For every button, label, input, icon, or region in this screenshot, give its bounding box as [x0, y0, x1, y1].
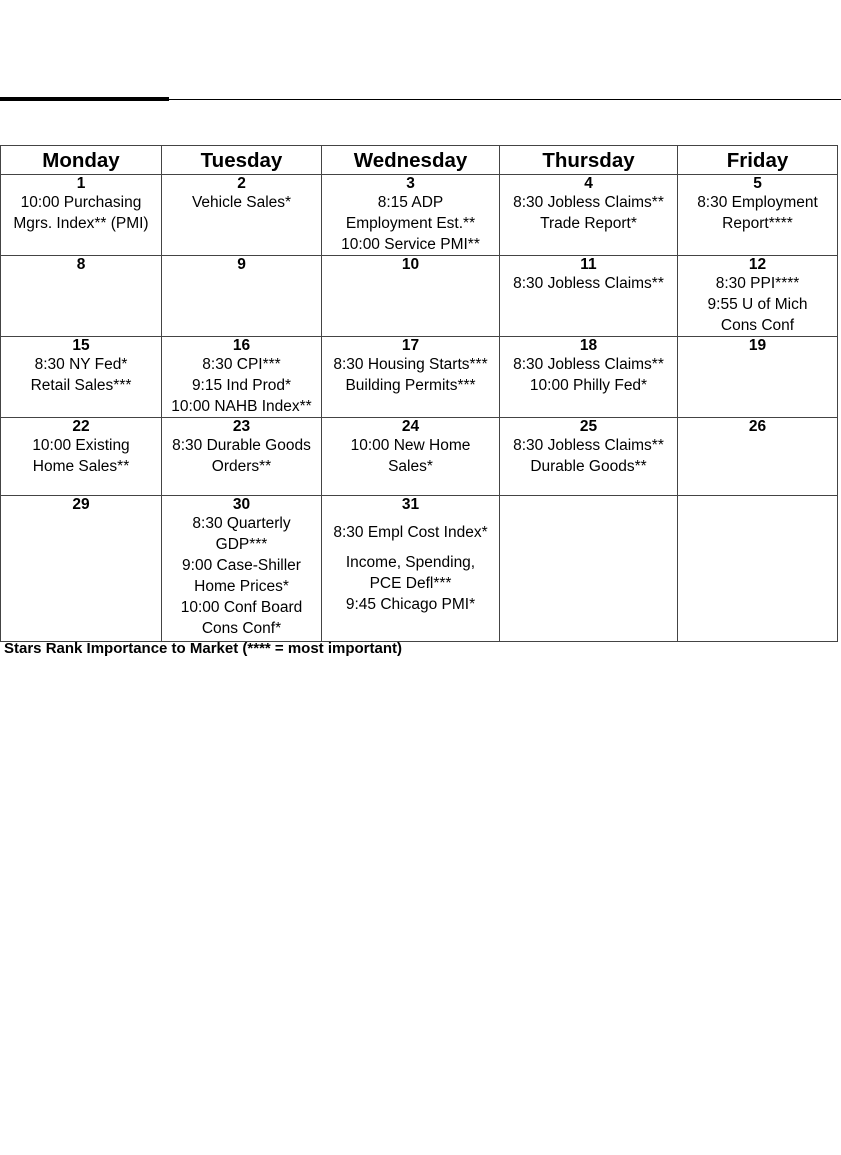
event-line: 8:30 Durable Goods [172, 437, 311, 454]
day-cell-wednesday [322, 175, 500, 256]
week-row [1, 175, 838, 256]
day-number: 10 [401, 256, 420, 273]
event-line: Orders** [211, 458, 272, 475]
event-line: Cons Conf* [201, 620, 282, 637]
event-line: 10:00 Purchasing [20, 194, 142, 211]
day-cell-thursday [500, 337, 678, 418]
day-number: 8 [76, 256, 86, 273]
event-line: Mgrs. Index** (PMI) [13, 215, 149, 232]
day-cell-wednesday [322, 256, 500, 337]
footnote: Stars Rank Importance to Market (**** = most important) [4, 640, 403, 657]
event-line: 8:30 CPI*** [202, 356, 281, 373]
day-number: 16 [232, 337, 251, 354]
day-number: 2 [237, 175, 246, 192]
day-cell-tuesday [162, 256, 322, 337]
day-number: 5 [753, 175, 762, 192]
event-line: 10:00 Philly Fed* [529, 377, 648, 394]
event-line: 10:00 Service PMI** [341, 236, 480, 253]
week-row [1, 256, 838, 337]
day-cell-tuesday [162, 175, 322, 256]
event-line: Vehicle Sales* [191, 194, 292, 211]
event-line: 8:30 Jobless Claims** [513, 194, 664, 211]
event-line: Cons Conf [720, 317, 795, 334]
day-number: 4 [584, 175, 593, 192]
event-line: 9:45 Chicago PMI* [345, 596, 476, 613]
day-cell-monday [1, 496, 162, 642]
header-monday: Monday [1, 146, 162, 175]
event-line: 9:55 U of Mich [707, 296, 808, 313]
day-number: 23 [232, 418, 251, 435]
event-line: 10:00 Conf Board [180, 599, 303, 616]
event-line: 8:30 Jobless Claims** [513, 275, 664, 292]
day-cell-tuesday [162, 496, 322, 642]
economic-calendar-table [0, 145, 838, 642]
event-line: 9:00 Case-Shiller [182, 557, 301, 574]
day-cell-monday [1, 418, 162, 496]
day-cell-wednesday [322, 418, 500, 496]
day-number: 3 [406, 175, 415, 192]
header-rule-thin [169, 99, 841, 100]
week-row [1, 418, 838, 496]
day-cell-thursday [500, 256, 678, 337]
event-line: 8:30 NY Fed* [34, 356, 128, 373]
day-cell-thursday [500, 418, 678, 496]
day-number: 31 [401, 496, 420, 513]
day-number: 22 [72, 418, 90, 435]
event-line: Employment Est.** [345, 215, 476, 232]
event-line: Building Permits*** [345, 377, 476, 394]
header-tuesday: Tuesday [162, 146, 322, 175]
event-line: 8:30 Empl Cost Index* [333, 524, 488, 541]
day-cell-monday [1, 256, 162, 337]
week-row [1, 496, 838, 642]
event-line: 8:30 PPI**** [715, 275, 800, 292]
event-line: 8:30 Jobless Claims** [513, 437, 664, 454]
day-cell-thursday [500, 496, 678, 642]
event-line: 9:15 Ind Prod* [191, 377, 292, 394]
day-cell-friday [678, 256, 838, 337]
day-cell-monday [1, 337, 162, 418]
week-row [1, 337, 838, 418]
event-line: GDP*** [215, 536, 268, 553]
day-cell-friday [678, 337, 838, 418]
day-cell-friday [678, 175, 838, 256]
day-number: 11 [580, 256, 597, 273]
day-number: 19 [748, 337, 767, 354]
day-number: 29 [72, 496, 90, 513]
header-friday: Friday [678, 146, 838, 175]
day-cell-wednesday [322, 496, 500, 642]
header-wednesday: Wednesday [322, 146, 500, 175]
day-number: 17 [401, 337, 420, 354]
day-number: 15 [72, 337, 90, 354]
day-cell-friday [678, 418, 838, 496]
event-line: 8:30 Housing Starts*** [333, 356, 488, 373]
day-number: 12 [748, 256, 767, 273]
day-number: 26 [748, 418, 767, 435]
day-number: 9 [237, 256, 246, 273]
day-cell-thursday [500, 175, 678, 256]
event-line: 10:00 NAHB Index** [171, 398, 312, 415]
day-cell-tuesday [162, 337, 322, 418]
event-line: 8:30 Jobless Claims** [513, 356, 664, 373]
weekday-header-row [1, 146, 838, 175]
event-line: Report**** [722, 215, 793, 232]
header-rule-thick [0, 97, 169, 101]
event-line: Retail Sales*** [30, 377, 132, 394]
event-line: Home Prices* [194, 578, 289, 595]
day-number: 1 [76, 175, 86, 192]
event-line: Home Sales** [32, 458, 130, 475]
event-line: Income, Spending, [345, 554, 476, 571]
header-thursday: Thursday [500, 146, 678, 175]
event-line: Durable Goods** [530, 458, 647, 475]
day-cell-tuesday [162, 418, 322, 496]
day-number: 25 [579, 418, 598, 435]
event-line: 8:30 Quarterly [192, 515, 291, 532]
event-line: Sales* [388, 458, 433, 475]
day-cell-monday [1, 175, 162, 256]
event-line: PCE Defl*** [369, 575, 452, 592]
event-line: 10:00 New Home [350, 437, 471, 454]
event-line: Trade Report* [540, 215, 637, 232]
day-number: 24 [401, 418, 420, 435]
day-cell-friday [678, 496, 838, 642]
day-number: 30 [232, 496, 251, 513]
day-number: 18 [579, 337, 598, 354]
event-line: 8:30 Employment [697, 194, 818, 211]
day-cell-wednesday [322, 337, 500, 418]
event-line: 10:00 Existing [32, 437, 130, 454]
event-line: 8:15 ADP [377, 194, 444, 211]
